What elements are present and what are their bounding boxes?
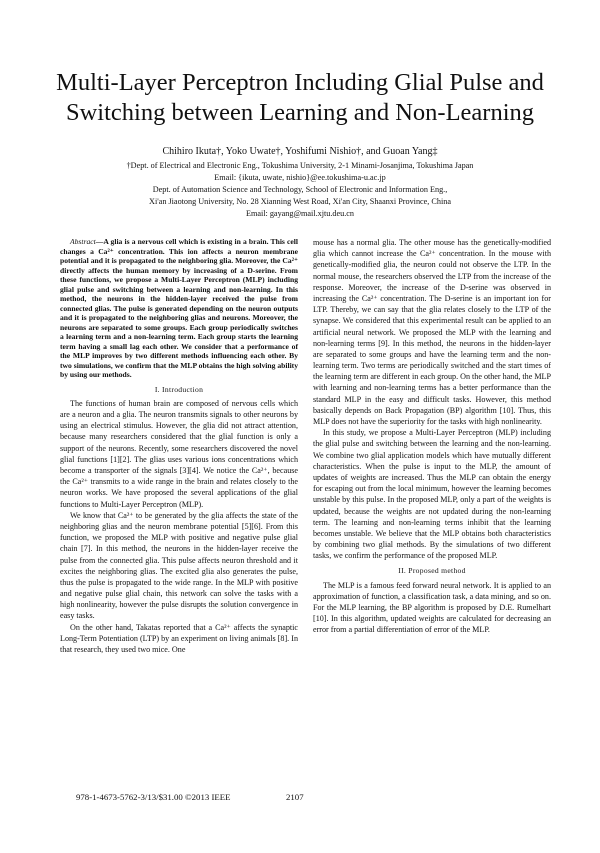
section-heading-introduction: I. Introduction (154, 384, 204, 394)
abstract-label: Abstract (70, 237, 96, 246)
paragraph: The functions of human brain are composed of nervous cells which are a neuron and a glia. The neuron transmits signals to other neurons by using an electrical stimulus. However, the glia did not attract attention, because many researchers considered that the glial function is only a support of the neurons. Recently, some researchers discovered the novel glial functions [1][2]. The glias uses various ions concentrations which become a transporter of the signals [3][4]. We notice the Ca²⁺, because the Ca²⁺ transmits to a wide range in the brain and relates closely to the neuron works. We have proposed the several applications of the glial functions to Multi-Layer Perceptron (MLP). (60, 398, 298, 509)
paragraph: The MLP is a famous feed forward neural network. It is applied to an approximation of function, a classification task, a data mining, and so on. For the MLP learning, the BP algorithm is proposed by D.E. Rumelhart [10]. In this algorithm, updated weights are calculated for decreasing an error from a partial differentiation of error of the MLP. (313, 580, 551, 635)
affiliation-1: †Dept. of Electrical and Electronic Eng., Tokushima University, 2-1 Minami-Josanjima, Tokushima Japan (126, 161, 474, 170)
authors: Chihiro Ikuta†, Yoko Uwate†, Yoshifumi Nishio†, and Guoan Yang‡ (162, 146, 438, 157)
affiliation-2-address: Xi'an Jiaotong University, No. 28 Xianning West Road, Xi'an City, Shaanxi Province, China (149, 197, 451, 206)
affiliation-email-1: Email: {ikuta, uwate, nishio}@ee.tokushima-u.ac.jp (214, 173, 386, 182)
right-column (313, 237, 551, 636)
paragraph: mouse has a normal glia. The other mouse has the genetically-modified glia which cannot increase the Ca²⁺ concentration. In the mouse with genetically-modified glia, the neuron could not observe the LTP. In the normal mouse, the researchers observed the LTP from the increase of the response. Moreover, the increase of the D-serine was observed in increasing the Ca²⁺ concentration. The D-serine is an important ion for LTP. Thereby, we can say that the glia relates closely to the LTP of the synapse. We considered that this experimental result can be applied to an artificial neural network. We proposed the MLP with the learning and non-learning terms [9]. In this method, the neurons in the hidden-layer are separated to some groups and have the learning term and the non-learning term. Two terms are periodically switched and the start times of the learning term are different in each group. On the other hand, the MLP with learning and non-learning terms has a better performance than the standard MLP in the easy and difficult tasks. However, this method basically depends on Back Propagation (BP) algorithm [10]. Thus, this MLP does not have the superiority for the tasks with high nonlinearity. (313, 238, 551, 426)
title-line-1: Multi-Layer Perceptron Including Glial Pulse and (56, 69, 544, 96)
paragraph: We know that Ca²⁺ to be generated by the glia affects the state of the neighboring glias and the neuron membrane potential [5][6]. From this function, we proposed the MLP with positive and negative pulse glial chain [7]. In this method, the neurons in the hidden-layer receive the pulse from the connected glia. This pulse affects neuron threshold and it excites the neighboring glias. The excited glia also generates the pulse, thus the pulse is propagated to the wide range. In the MLP with positive and negative pulse glial chain, this network can solve the tasks with a high nonlinearity, however the pulse disrupts the solution convergence in easy tasks. (60, 510, 298, 621)
footer-page-number: 2107 (286, 792, 304, 802)
affiliation-2: Dept. of Automation Science and Technology, School of Electronic and Information Eng., (152, 185, 448, 194)
paper-title (40, 68, 560, 128)
abstract (60, 237, 298, 380)
left-column (60, 237, 298, 655)
paragraph: On the other hand, Takatas reported that a Ca²⁺ affects the synaptic Long-Term Potentiation (LTP) by an experiment on living animals [8]. In that research, they used two mice. One (60, 622, 298, 655)
affiliation-email-2: Email: gayang@mail.xjtu.deu.cn (245, 209, 355, 218)
footer-isbn: 978-1-4673-5762-3/13/$31.00 ©2013 IEEE (76, 792, 231, 802)
abstract-text: —A glia is a nervous cell which is existing in a brain. This cell changes a Ca²⁺ concentration. This ion affects a neuron membrane potential and it is propagated to the neighboring glia. Moreover, the Ca²⁺ directly affects the human memory by increasing of a D-serine. From these functions, we propose a Multi-Layer Perceptron (MLP) including glial pulse and switching between a learning and non-learning. In this method, the neurons in the hidden-layer received the pulse from connected glias. The pulse is generated depending on the neuron outputs and it is propagated to the neighboring glias and neurons. Moreover, the neurons are separated to some groups. Each group periodically switches a learning term and a non-learning term. Each group starts the learning term having a small lag each other. We consider that a performance of the MLP improves by two different methods influencing each other. By two simulations, we confirm that the MLP obtains the high solving ability by using our methods. (60, 237, 298, 380)
title-line-2: Switching between Learning and Non-Learning (65, 99, 535, 126)
section-heading-proposed-method: II. Proposed method (398, 566, 466, 576)
paragraph: In this study, we propose a Multi-Layer Perceptron (MLP) including the glial pulse and switching between the learning and the non-learning. We combine two glial application models which have mutually different characteristics. When the pulse is input to the MLP, the amount of updates of weights are increased. Thus the MLP can obtain the energy for escaping out from the local minimum, however the learning becomes unstable by this pulse. In the proposed MLP, only a part of the weights is updated, because the weights are not updated during the non-learning term. The learning and non-learning terms inhibit that the learning becomes unstable. We believe that the MLP obtains both characteristics by combining two glial methods. By the simulations of two different tasks, we confirm the performance of the proposed MLP. (313, 428, 551, 561)
